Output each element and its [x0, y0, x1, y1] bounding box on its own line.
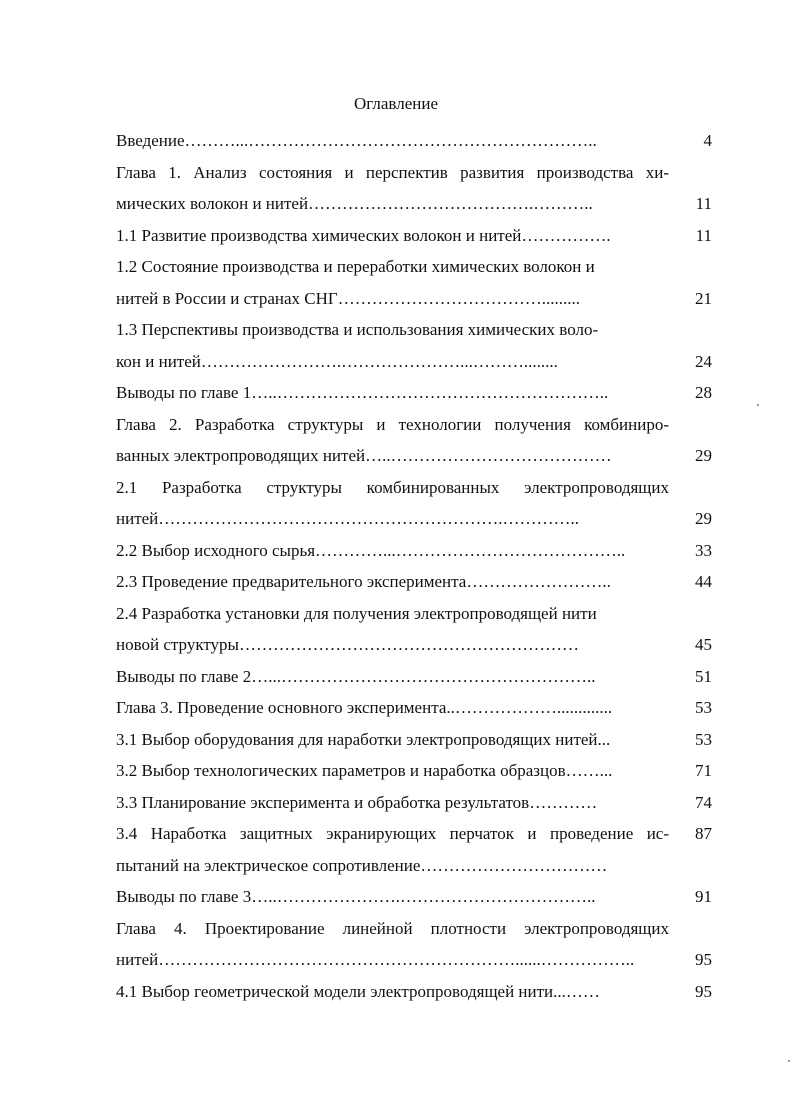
- toc-entry: [116, 314, 712, 346]
- toc-entry: [116, 283, 712, 315]
- toc-entry-page: 44: [695, 572, 712, 591]
- toc-entry-page: 4: [703, 131, 712, 150]
- toc-entry-text: 2.3 Проведение предварительного эксперимента……………………..: [116, 572, 611, 591]
- toc-entry-text: пытаний на электрическое сопротивление……………………………: [116, 855, 608, 875]
- toc-entry: [116, 566, 712, 598]
- toc-entry-text: Глава 3. Проведение основного эксперимента..……………….............: [116, 698, 613, 717]
- toc-entry: [116, 377, 712, 409]
- scan-speck: [788, 1060, 790, 1062]
- toc-entry: [116, 818, 712, 850]
- toc-entry-page: 53: [695, 698, 712, 717]
- toc-entry: [116, 503, 712, 535]
- toc-entry-page: 95: [695, 981, 712, 1001]
- toc-entry: [116, 346, 712, 378]
- table-of-contents: [116, 125, 712, 1007]
- toc-entry-page: 53: [695, 729, 712, 749]
- toc-entry-text: 2.1 Разработка структуры комбинированных электропроводящих: [116, 477, 669, 497]
- toc-entry-page: 11: [695, 194, 712, 213]
- toc-entry: [116, 251, 712, 283]
- scan-speck: [757, 404, 759, 406]
- toc-entry-text: 3.4 Наработка защитных экранирующих перчаток и проведение ис-: [116, 824, 669, 843]
- toc-entry: [116, 692, 712, 724]
- toc-entry-page: 11: [695, 225, 712, 245]
- toc-entry-text: 1.3 Перспективы производства и использования химических воло-: [116, 320, 599, 339]
- toc-entry-page: 95: [695, 950, 712, 969]
- toc-entry-page: 29: [695, 446, 712, 465]
- toc-entry-page: 71: [695, 761, 712, 780]
- toc-entry-page: 51: [695, 666, 712, 686]
- toc-entry-text: 1.2 Состояние производства и переработки химических волокон и: [116, 257, 595, 276]
- toc-entry: [116, 220, 712, 252]
- toc-entry: [116, 976, 712, 1008]
- toc-entry-text: нитей………………………………………………………......……………..: [116, 950, 635, 969]
- toc-entry-page: 91: [695, 887, 712, 906]
- toc-entry: [116, 157, 712, 189]
- toc-entry: [116, 787, 712, 819]
- toc-entry-page: 74: [695, 792, 712, 812]
- toc-entry-text: мических волокон и нитей………………………………….………..: [116, 194, 593, 213]
- toc-entry: [116, 913, 712, 945]
- toc-entry-text: 2.4 Разработка установки для получения электропроводящей нити: [116, 603, 597, 623]
- toc-entry-text: 3.1 Выбор оборудования для наработки электропроводящих нитей...: [116, 729, 611, 749]
- toc-entry-text: 1.1 Развитие производства химических волокон и нитей…………….: [116, 225, 611, 245]
- toc-entry: [116, 629, 712, 661]
- toc-entry: [116, 535, 712, 567]
- toc-entry-text: Выводы по главе 1…..…………………………………………………..: [116, 383, 609, 402]
- toc-entry-page: 33: [695, 540, 712, 560]
- toc-entry-text: 2.2 Выбор исходного сырья…………...…………………………………..: [116, 540, 626, 560]
- toc-entry-page: 87: [695, 824, 712, 843]
- toc-entry-page: 29: [695, 509, 712, 528]
- toc-entry: [116, 944, 712, 976]
- toc-entry-text: ванных электропроводящих нитей…..…………………………………: [116, 446, 612, 465]
- toc-entry-text: нитей в России и странах СНГ……………………………….........: [116, 288, 580, 308]
- toc-entry-text: 3.2 Выбор технологических параметров и наработка образцов……...: [116, 761, 613, 780]
- toc-entry-page: 24: [695, 351, 712, 371]
- toc-entry: [116, 881, 712, 913]
- toc-entry: [116, 472, 712, 504]
- toc-entry-text: нитей…………………………………………………….…………..: [116, 509, 580, 528]
- toc-entry: [116, 125, 712, 157]
- toc-entry-text: Глава 1. Анализ состояния и перспектив развития производства хи-: [116, 162, 669, 182]
- toc-entry-text: Выводы по главе 2…...………………………………………………..: [116, 666, 596, 686]
- toc-entry-text: 3.3 Планирование эксперимента и обработка результатов…………: [116, 792, 598, 812]
- toc-entry-text: Введение………...……………………………………………………..: [116, 131, 597, 150]
- toc-entry-text: новой структуры……………………………………………………: [116, 635, 579, 654]
- toc-entry-text: Глава 2. Разработка структуры и технологии получения комбиниро-: [116, 414, 669, 434]
- toc-entry: [116, 661, 712, 693]
- toc-entry-text: кон и нитей…………………….…………………...………........: [116, 351, 558, 371]
- toc-entry-page: 45: [695, 635, 712, 654]
- toc-entry: [116, 755, 712, 787]
- toc-entry-page: 21: [695, 288, 712, 308]
- toc-entry-text: Выводы по главе 3…..………………….……………………………..: [116, 887, 596, 906]
- toc-entry-text: 4.1 Выбор геометрической модели электропроводящей нити...……: [116, 981, 600, 1001]
- toc-entry-page: 28: [695, 383, 712, 402]
- toc-entry-text: Глава 4. Проектирование линейной плотности электропроводящих: [116, 918, 669, 938]
- toc-entry: [116, 598, 712, 630]
- toc-entry: [116, 850, 712, 882]
- toc-entry: [116, 188, 712, 220]
- toc-entry: [116, 409, 712, 441]
- toc-entry: [116, 724, 712, 756]
- page-title: Оглавление: [354, 94, 438, 113]
- toc-entry: [116, 440, 712, 472]
